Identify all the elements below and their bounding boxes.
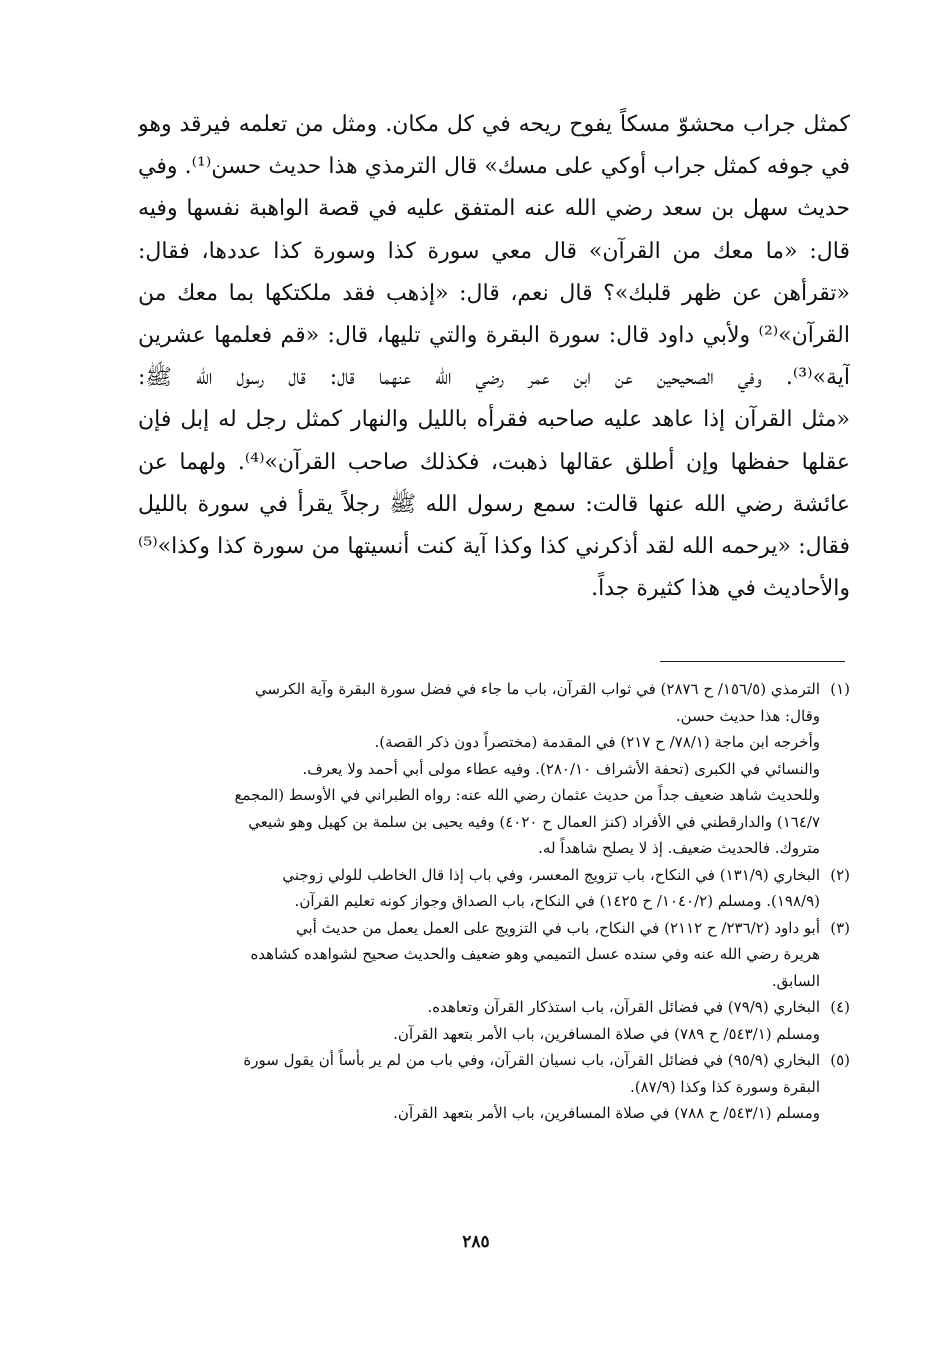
footnote-line [138,915,850,942]
footnote-line [138,1021,850,1048]
main-line: القرآن»⁽²⁾ ولأبي داود قال: سورة البقرة والتي تليها، قال: «قم فعلمها عشرين [138,322,850,348]
footnote-line [138,862,850,889]
main-line: حديث سهل بن سعد رضي الله عنه المتفق عليه في قصة الواهبة نفسها وفيه [138,196,850,222]
footnote-line [138,782,850,809]
main-line: والأحاديث في هذا كثيرة جداً. [591,576,850,602]
footnote-number: (٣) [830,918,850,937]
main-line: فقال: «يرحمه الله لقد أذكرني كذا وكذا آية كنت أنسيتها من سورة كذا وكذا»⁽⁵⁾ [138,533,850,559]
footnote-text: البخاري (٧٩/٩) في فضائل القرآن، باب استذكار القرآن وتعاهده. [427,998,820,1016]
footnotes [138,676,850,1127]
footnote-line [138,729,850,756]
footnote-text: وأخرجه ابن ماجة (٧٨/١/ ح ٢١٧) في المقدمة (مختصراً دون ذكر القصة). [374,733,820,751]
main-line: «تقرأهن عن ظهر قلبك»؟ قال نعم، قال: «إذهب فقد ملكتكها بما معك من [138,280,850,306]
main-text [138,104,850,610]
footnote-text: وللحديث شاهد ضعيف جداً من حديث عثمان رضي الله عنه: رواه الطبراني في الأوسط (المجمع [234,786,820,804]
main-line: آية»⁽³⁾. وفي الصحيحين عن ابن عمر رضي الله عنهما قال: قال رسول الله ﷺ: [138,365,850,391]
page-number: ٢٨٥ [462,1232,490,1252]
footnote-line [138,968,850,995]
main-line: عائشة رضي الله عنها قالت: سمع رسول الله ﷺ رجلاً يقرأ في سورة بالليل [138,491,850,517]
footnote-text: الترمذي (١٥٦/٥/ ح ٢٨٧٦) في ثواب القرآن، باب ما جاء في فضل سورة البقرة وآية الكرسي [254,680,820,698]
footnote-number: (٥) [830,1051,850,1069]
footnote-text: ١٦٤/٧) والدارقطني في الأفراد (كنز العمال ح ٤٠٢٠) وفيه يحيى بن سلمة بن كهيل وهو شيعي [248,812,820,831]
footnote-text: ومسلم (٥٤٣/١/ ح ٧٨٩) في صلاة المسافرين، باب الأمر بتعهد القرآن. [393,1024,820,1043]
footnote-number: (١) [830,680,850,698]
main-line: «مثل القرآن إذا عاهد عليه صاحبه فقرأه بالليل والنهار كمثل رجل له إبل فإن [138,407,850,433]
footnote-text: البقرة وسورة كذا وكذا (٨٧/٩). [629,1077,820,1096]
footnote-text: (١٩٨/٩). ومسلم (١٠٤٠/٢/ ح ١٤٢٥) في النكاح، باب الصداق وجواز كونه تعليم القرآن. [294,892,820,910]
footnote-line [138,888,850,915]
main-line: كمثل جراب محشوّ مسكاً يفوح ريحه في كل مكان. ومثل من تعلمه فيرقد وهو [138,112,850,137]
footnote-text: هريرة رضي الله عنه وفي سنده عسل التميمي وهو ضعيف والحديث صحيح لشواهده كشاهده [250,945,820,963]
footnote-line [138,1100,850,1127]
main-line: قال: «ما معك من القرآن» قال معي سورة كذا وسورة كذا عددها، فقال: [138,238,850,264]
footnote-line [138,756,850,783]
main-line: عقلها حفظها وإن أطلق عقالها ذهبت، فكذلك صاحب القرآن»⁽⁴⁾. ولهما عن [138,449,850,475]
footnote-line [138,941,850,968]
footnote-text: السابق. [771,971,820,990]
footnote-separator [660,661,845,662]
footnote-line [138,994,850,1021]
footnote-number: (٤) [830,998,850,1016]
footnote-text: وقال: هذا حديث حسن. [675,706,820,725]
footnote-number: (٢) [830,865,850,884]
footnote-text: والنسائي في الكبرى (تحفة الأشراف ٢٨٠/١٠). وفيه عطاء مولى أبي أحمد ولا يعرف. [302,759,820,778]
footnote-line [138,676,850,703]
footnote-text: البخاري (١٣١/٩) في النكاح، باب تزويج المعسر، وفي باب إذا قال الخاطب للولي زوجني [282,865,820,884]
footnote-line [138,835,850,862]
footnote-text: البخاري (٩٥/٩) في فضائل القرآن، باب نسيان القرآن، وفي باب من لم ير بأساً أن يقول سورة [243,1051,820,1069]
footnote-text: أبو داود (٢٣٦/٢/ ح ٢١١٢) في النكاح، باب في التزويج على العمل يعمل من حديث أبي [295,918,820,937]
footnote-line [138,703,850,730]
footnote-text: ومسلم (٥٤٣/١/ ح ٧٨٨) في صلاة المسافرين، باب الأمر بتعهد القرآن. [393,1104,820,1122]
footnote-line [138,1074,850,1101]
main-line: في جوفه كمثل جراب أوكي على مسك» قال الترمذي هذا حديث حسن⁽¹⁾. وفي [138,154,850,180]
footnote-text: متروك. فالحديث ضعيف. إذ لا يصلح شاهداً له. [538,839,820,857]
footnote-line [138,1047,850,1074]
footnote-line [138,809,850,836]
